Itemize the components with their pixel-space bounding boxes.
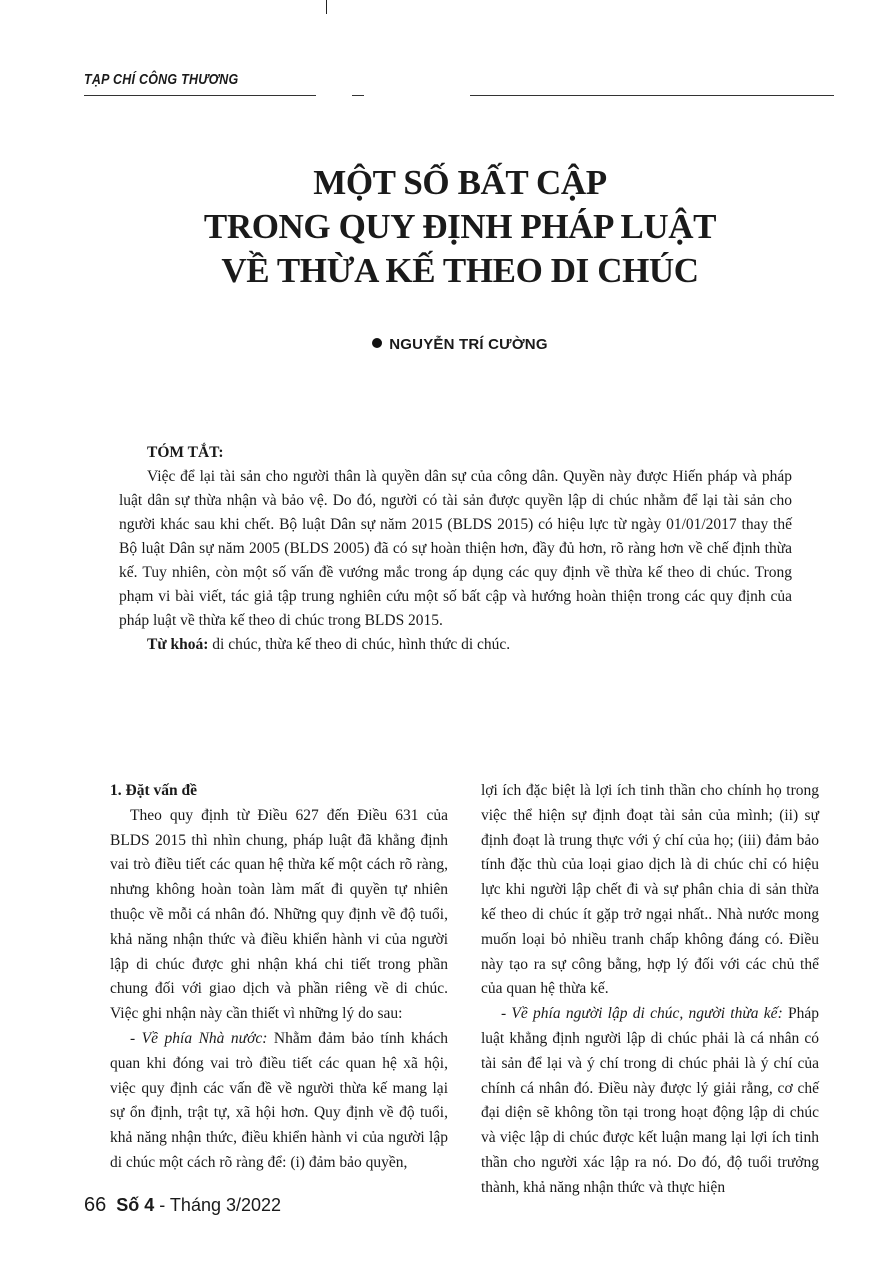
abstract-block (119, 441, 792, 657)
keywords-label: Từ khoá: (147, 636, 209, 653)
journal-name: TẠP CHÍ CÔNG THƯƠNG (84, 72, 239, 88)
author-name: NGUYỄN TRÍ CƯỜNG (389, 336, 548, 353)
top-crop-mark (326, 0, 327, 14)
left-paragraph-2-lead: - Về phía Nhà nước: (130, 1029, 268, 1047)
right-paragraph-2 (481, 1002, 819, 1200)
page-footer (84, 1194, 281, 1217)
body-column-left (110, 779, 448, 1176)
left-paragraph-2-text: Nhằm đảm bảo tính khách quan khi đóng vai trò điều tiết các quan hệ xã hội, việc quy định các vấn đề về người thừa kế mang lại sự ổn định, trật tự, xã hội hơn. Quy định về độ tuổi, khả năng nhận thức, điều khiển hành vi của người lập di chúc một cách rõ ràng để: (i) đảm bảo quyền, (110, 1029, 448, 1171)
author-byline (0, 336, 876, 353)
bullet-icon (372, 338, 382, 348)
abstract-keywords (119, 633, 792, 657)
issue-number: Số 4 (116, 1195, 155, 1215)
page-number: 66 (84, 1194, 107, 1216)
keywords-text: di chúc, thừa kế theo di chúc, hình thức di chúc. (208, 636, 511, 653)
title-line-1: MỘT SỐ BẤT CẬP (313, 163, 607, 202)
body-column-right (481, 779, 819, 1201)
issue-date: - Tháng 3/2022 (154, 1195, 282, 1215)
title-line-2: TRONG QUY ĐỊNH PHÁP LUẬT (203, 207, 717, 246)
title-line-3: VỀ THỪA KẾ THEO DI CHÚC (221, 251, 699, 290)
left-paragraph-1: Theo quy định từ Điều 627 đến Điều 631 của BLDS 2015 thì nhìn chung, pháp luật đã khẳng định vai trò điều tiết các quan hệ thừa kế một cách rõ ràng, nhưng không hoàn toàn làm mất đi quyền tự nhiên thuộc về mỗi cá nhân đó. Những quy định về độ tuổi, khả năng nhận thức và điều khiển hành vi của người lập di chúc được ghi nhận khá chi tiết trong phần chung đối với giao dịch và phần riêng về di chúc. Việc ghi nhận này cần thiết vì những lý do sau: (110, 806, 448, 1023)
right-paragraph-1: lợi ích đặc biệt là lợi ích tinh thần cho chính họ trong việc thể hiện sự định đoạt tài sản của mình; (ii) sự định đoạt là trung thực với ý chí của họ; (iii) đảm bảo tính đặc thù của loại giao dịch là di chúc chỉ có hiệu lực khi người lập chết đi và sự phân chia di sản thừa kế theo di chúc ít gặp trở ngại nhất.. Nhà nước mong muốn loại bỏ nhiều tranh chấp không đáng có. Điều này tạo ra sự công bằng, hợp lý đối với các chủ thể của quan hệ thừa kế. (481, 782, 819, 998)
header-rule-right (470, 95, 834, 96)
left-paragraph-2 (110, 1027, 448, 1176)
right-paragraph-2-lead: - Về phía người lập di chúc, người thừa kế: (501, 1005, 783, 1023)
header-rule-left (84, 95, 316, 96)
article-title (130, 161, 790, 293)
header-rule-mark (352, 95, 364, 96)
abstract-body: Việc để lại tài sản cho người thân là quyền dân sự của công dân. Quyền này được Hiến pháp và pháp luật dân sự thừa nhận và bảo vệ. Do đó, người có tài sản được quyền lập di chúc nhằm để lại tài sản cho người khác sau khi chết. Bộ luật Dân sự năm 2015 (BLDS 2015) có hiệu lực từ ngày 01/01/2017 thay thế Bộ luật Dân sự năm 2005 (BLDS 2005) đã có sự hoàn thiện hơn, đầy đủ hơn, rõ ràng hơn về chế định thừa kế. Tuy nhiên, còn một số vấn đề vướng mắc trong áp dụng các quy định về thừa kế theo di chúc. Trong phạm vi bài viết, tác giả tập trung nghiên cứu một số bất cập và hướng hoàn thiện trong các quy định của pháp luật về thừa kế theo di chúc trong BLDS 2015. (119, 468, 792, 629)
journal-header (84, 70, 834, 100)
abstract-heading: TÓM TẮT: (147, 444, 224, 461)
section-heading: 1. Đặt vấn đề (110, 782, 197, 799)
right-paragraph-2-text: Pháp luật khẳng định người lập di chúc phải là cá nhân có tài sản để lại và ý chí trong di chúc phải là ý chí của chính cá nhân đó. Điều này được lý giải rằng, cơ chế đại diện sẽ không tồn tại trong hoạt động lập di chúc và việc lập di chúc được kết luận mang lại lợi ích tinh thần cho người xác lập ra nó. Do đó, độ tuổi trưởng thành, khả năng nhận thức và thực hiện (481, 1005, 820, 1196)
